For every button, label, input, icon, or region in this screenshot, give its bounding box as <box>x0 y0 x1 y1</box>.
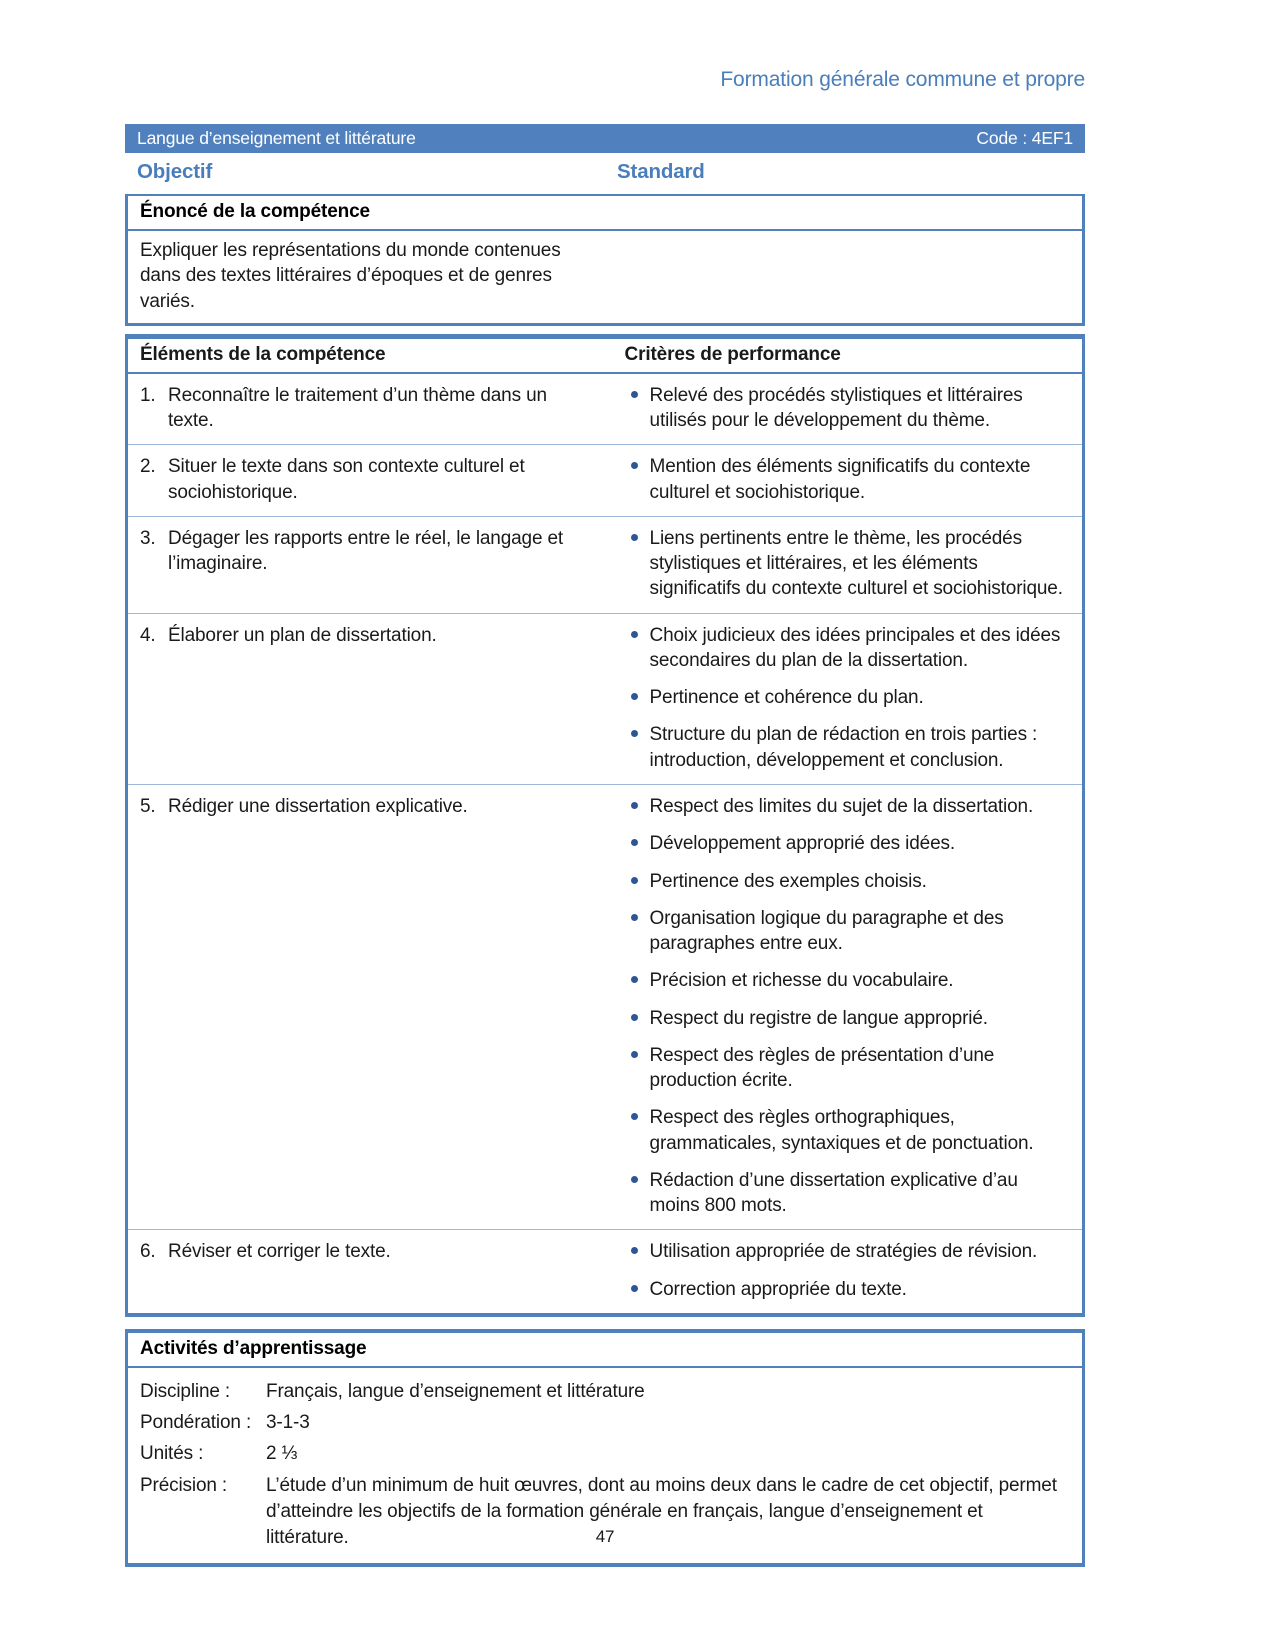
bullet-icon <box>631 1247 638 1254</box>
bullet-icon <box>631 1285 638 1292</box>
bullet-icon <box>631 631 638 638</box>
table-row <box>128 785 1082 1230</box>
activity-field-row <box>140 1410 1070 1436</box>
element-cell <box>128 517 615 613</box>
table-row <box>128 374 1082 446</box>
activity-field-label: Précision : <box>140 1474 228 1496</box>
table-row <box>128 614 1082 785</box>
running-header: Formation générale commune et propre <box>720 68 1085 91</box>
criteria-cell <box>615 374 1082 445</box>
criteria-item <box>615 794 1074 819</box>
criteria-cell <box>615 614 1082 784</box>
bullet-icon <box>631 802 638 809</box>
element-number: 6. <box>140 1241 156 1263</box>
criteria-item <box>615 906 1074 957</box>
activity-field-label: Pondération : <box>140 1412 252 1434</box>
criteria-text: Respect des limites du sujet de la dissertation. <box>649 795 1034 817</box>
bullet-icon <box>631 534 638 541</box>
bullet-icon <box>631 391 638 398</box>
criteria-cell <box>615 1230 1082 1313</box>
criteria-item <box>615 1006 1074 1031</box>
competence-table <box>125 334 1085 1317</box>
criteria-item <box>615 968 1074 993</box>
criteria-item <box>615 869 1074 894</box>
element-text: Reconnaître le traitement d’un thème dans un texte. <box>168 384 547 432</box>
activity-field-value: L’étude d’un minimum de huit œuvres, dont au moins deux dans le cadre de cet objectif, permet d’atteindre les objectifs de la formation générale en français, langue d’enseignement et littérature. <box>266 1474 1057 1549</box>
criteria-text: Mention des éléments significatifs du contexte culturel et sociohistorique. <box>649 456 1031 503</box>
criteria-text: Développement approprié des idées. <box>649 833 955 855</box>
table-row <box>128 445 1082 517</box>
criteria-text: Précision et richesse du vocabulaire. <box>649 970 954 992</box>
criteria-text: Relevé des procédés stylistiques et littéraires utilisés pour le développement du thème. <box>649 384 1023 432</box>
page-content <box>125 0 1085 1567</box>
element-text: Réviser et corriger le texte. <box>168 1241 391 1263</box>
bullet-icon <box>631 1014 638 1021</box>
table-header-row <box>128 339 1082 374</box>
activity-field-value: 2 ⅓ <box>266 1443 298 1465</box>
section-headings <box>125 160 1085 184</box>
objectif-heading: Objectif <box>137 160 213 183</box>
criteria-item <box>615 1168 1074 1219</box>
criteria-text: Liens pertinents entre le thème, les procédés stylistiques et littéraires, et les éléments significatifs du contexte culturel et sociohistorique. <box>649 527 1063 600</box>
enonce-box <box>125 194 1085 326</box>
element-cell <box>128 614 615 784</box>
criteria-text: Respect des règles orthographiques, grammaticales, syntaxiques et de ponctuation. <box>649 1107 1034 1154</box>
banner <box>125 124 1085 153</box>
criteria-text: Respect du registre de langue approprié. <box>649 1007 988 1029</box>
table-body <box>128 374 1082 1313</box>
element-number: 3. <box>140 527 156 549</box>
element-text: Situer le texte dans son contexte culturel et sociohistorique. <box>168 456 525 503</box>
criteria-item <box>615 526 1074 602</box>
criteria-cell <box>615 445 1082 516</box>
criteria-text: Utilisation appropriée de stratégies de révision. <box>649 1241 1038 1263</box>
element-text: Dégager les rapports entre le réel, le langage et l’imaginaire. <box>168 527 564 575</box>
criteria-text: Structure du plan de rédaction en trois parties : introduction, développement et conclusion. <box>649 724 1038 771</box>
criteria-item <box>615 1277 1074 1302</box>
element-cell <box>128 785 615 1229</box>
banner-title: Langue d’enseignement et littérature <box>137 128 416 148</box>
bullet-icon <box>631 693 638 700</box>
criteria-item <box>615 383 1074 434</box>
criteria-item <box>615 722 1074 773</box>
criteria-text: Pertinence et cohérence du plan. <box>649 687 924 709</box>
element-number: 1. <box>140 384 156 406</box>
criteria-item <box>615 1239 1074 1264</box>
bullet-icon <box>631 914 638 921</box>
criteria-text: Correction appropriée du texte. <box>649 1278 907 1300</box>
table-row <box>128 1230 1082 1313</box>
element-cell <box>128 445 615 516</box>
criteria-text: Organisation logique du paragraphe et des paragraphes entre eux. <box>649 907 1004 955</box>
enonce-title: Énoncé de la compétence <box>128 196 1082 231</box>
activity-field-row <box>140 1379 1070 1405</box>
element-cell <box>128 1230 615 1313</box>
criteria-text: Rédaction d’une dissertation explicative d’au moins 800 mots. <box>649 1169 1018 1217</box>
activity-field-row <box>140 1441 1070 1467</box>
table-row <box>128 517 1082 614</box>
criteria-item <box>615 1043 1074 1094</box>
element-number: 5. <box>140 795 156 817</box>
criteria-item <box>615 831 1074 856</box>
bullet-icon <box>631 462 638 469</box>
criteres-header: Critères de performance <box>624 343 841 365</box>
bullet-icon <box>631 877 638 884</box>
standard-heading: Standard <box>617 160 705 183</box>
bullet-icon <box>631 976 638 983</box>
element-number: 4. <box>140 624 156 646</box>
criteria-text: Choix judicieux des idées principales et des idées secondaires du plan de la dissertation. <box>649 624 1061 671</box>
bullet-icon <box>631 1176 638 1183</box>
criteria-text: Respect des règles de présentation d’une production écrite. <box>649 1044 995 1092</box>
criteria-cell <box>615 785 1082 1229</box>
banner-code: Code : 4EF1 <box>976 128 1073 148</box>
bullet-icon <box>631 1051 638 1058</box>
enonce-body: Expliquer les représentations du monde contenues dans des textes littéraires d’époques et de genres variés. <box>140 240 561 312</box>
criteria-item <box>615 454 1074 505</box>
bullet-icon <box>631 1113 638 1120</box>
criteria-text: Pertinence des exemples choisis. <box>649 870 927 892</box>
elements-header: Éléments de la compétence <box>140 343 386 365</box>
activity-field-label: Discipline : <box>140 1380 231 1402</box>
element-text: Rédiger une dissertation explicative. <box>168 795 468 817</box>
activity-field-value: Français, langue d’enseignement et littérature <box>266 1380 645 1402</box>
criteria-item <box>615 623 1074 674</box>
element-text: Élaborer un plan de dissertation. <box>168 624 437 646</box>
bullet-icon <box>631 839 638 846</box>
element-cell <box>128 374 615 445</box>
criteria-cell <box>615 517 1082 613</box>
page-number: 47 <box>595 1527 615 1546</box>
criteria-item <box>615 1105 1074 1156</box>
element-number: 2. <box>140 456 156 478</box>
activity-field-label: Unités : <box>140 1443 204 1465</box>
criteria-item <box>615 685 1074 710</box>
bullet-icon <box>631 730 638 737</box>
activity-field-value: 3-1-3 <box>266 1412 310 1434</box>
activities-title: Activités d’apprentissage <box>128 1333 1082 1368</box>
